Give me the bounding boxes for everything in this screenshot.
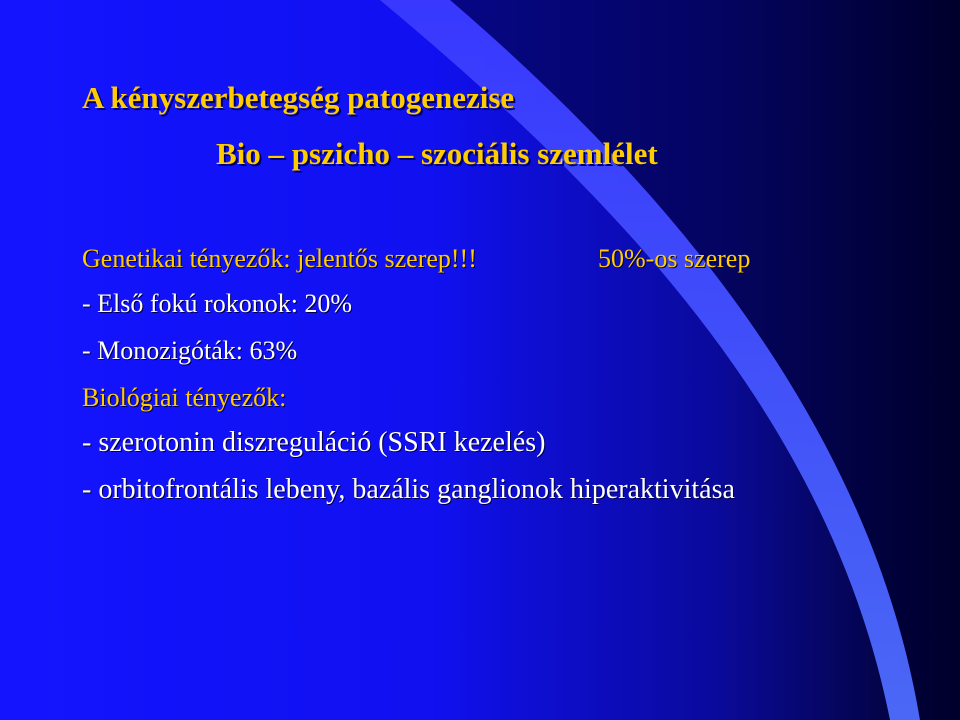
slide-subtitle: Bio – pszicho – szociális szemlélet <box>216 136 658 171</box>
genetic-heading: Genetikai tényezők: jelentős szerep!!! <box>82 244 477 273</box>
genetic-share: 50%-os szerep <box>598 244 751 273</box>
biological-heading: Biológiai tényezők: <box>82 383 287 412</box>
monozygotic-twins: - Monozigóták: 63% <box>82 336 298 365</box>
serotonin-item: - szerotonin diszreguláció (SSRI kezelés) <box>82 427 546 458</box>
first-degree-relatives: - Első fokú rokonok: 20% <box>82 289 353 318</box>
slide-title: A kényszerbetegség patogenezise <box>82 80 515 115</box>
orbitofrontal-item: - orbitofrontális lebeny, bazális ganglionok hiperaktivitása <box>82 474 735 505</box>
